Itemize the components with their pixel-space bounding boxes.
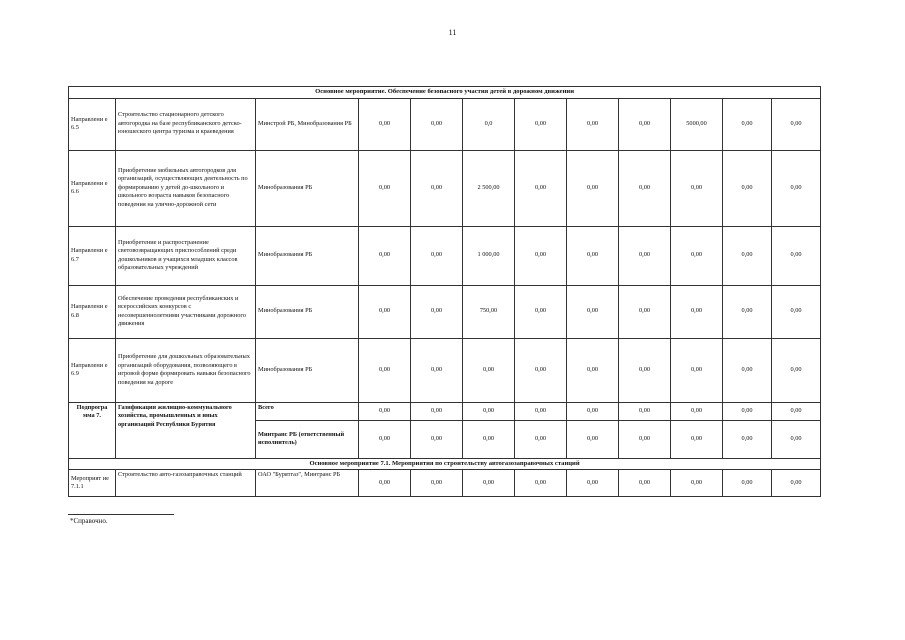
value-cell: 0,00: [671, 420, 723, 458]
value-cell: 0,00: [411, 98, 463, 150]
row-code: Направлени е 6.7: [69, 226, 116, 285]
value-cell: 0,00: [463, 338, 515, 402]
value-cell: 0,00: [619, 285, 671, 338]
value-cell: 750,00: [463, 285, 515, 338]
value-cell: 0,00: [619, 420, 671, 458]
value-cell: 0,00: [772, 226, 821, 285]
value-cell: 0,00: [723, 285, 772, 338]
page-number: 11: [448, 28, 457, 37]
table-row: [69, 470, 821, 497]
value-cell: 0,00: [463, 420, 515, 458]
value-cell: 0,00: [619, 226, 671, 285]
row-code: Мероприят ие 7.1.1: [69, 470, 116, 497]
responsible-executor: Минтранс РБ (ответственный исполнитель): [256, 420, 359, 458]
row-code: Направлени е 6.6: [69, 150, 116, 226]
value-cell: 0,00: [772, 338, 821, 402]
value-cell: 0,00: [772, 470, 821, 497]
table-row: [69, 226, 821, 285]
value-cell: 0,00: [772, 150, 821, 226]
value-cell: 2 500,00: [463, 150, 515, 226]
table-row: [69, 285, 821, 338]
value-cell: 0,00: [411, 226, 463, 285]
row-name: Приобретение и распространение световозвращающих приспособлений среди дошкольников и учащихся младших классов образовательных учреждений: [116, 226, 256, 285]
value-cell: 1 000,00: [463, 226, 515, 285]
footnote: *Справочно.: [70, 517, 108, 525]
value-cell: 0,00: [411, 420, 463, 458]
row-code: Направлени е 6.9: [69, 338, 116, 402]
value-cell: 0,00: [772, 420, 821, 458]
row-executor: ОАО "Бурятгаз", Минтранс РБ: [256, 470, 359, 497]
table-row: [69, 402, 821, 420]
value-cell: 0,00: [619, 402, 671, 420]
value-cell: 0,00: [359, 402, 411, 420]
value-cell: 0,00: [515, 285, 567, 338]
value-cell: 0,00: [723, 98, 772, 150]
section-header: Основное мероприятие. Обеспечение безопасного участия детей в дорожном движении: [69, 87, 821, 99]
value-cell: 0,00: [411, 338, 463, 402]
value-cell: 0,00: [411, 402, 463, 420]
value-cell: 0,00: [671, 150, 723, 226]
value-cell: 0,00: [359, 150, 411, 226]
row-executor: Минобразования РБ: [256, 285, 359, 338]
table-row: [69, 338, 821, 402]
value-cell: 0,00: [567, 420, 619, 458]
value-cell: 0,00: [411, 150, 463, 226]
value-cell: 0,00: [671, 402, 723, 420]
row-executor: Минобразования РБ: [256, 150, 359, 226]
value-cell: 0,00: [671, 285, 723, 338]
value-cell: 0,00: [359, 226, 411, 285]
value-cell: 0,00: [567, 338, 619, 402]
value-cell: 0,00: [463, 470, 515, 497]
row-executor: Минобразования РБ: [256, 338, 359, 402]
value-cell: 0,00: [515, 150, 567, 226]
value-cell: 0,00: [359, 338, 411, 402]
value-cell: 0,00: [772, 402, 821, 420]
table-row: [69, 150, 821, 226]
value-cell: 0,00: [515, 470, 567, 497]
value-cell: 0,00: [567, 98, 619, 150]
value-cell: 0,00: [567, 150, 619, 226]
value-cell: 0,00: [671, 470, 723, 497]
row-code: Направлени е 6.5: [69, 98, 116, 150]
row-name: Обеспечение проведения республиканских и всероссийских конкурсов с несовершеннолетними участниками дорожного движения: [116, 285, 256, 338]
value-cell: 0,00: [515, 420, 567, 458]
value-cell: 0,00: [723, 420, 772, 458]
value-cell: 5000,00: [671, 98, 723, 150]
value-cell: 0,00: [671, 226, 723, 285]
value-cell: 0,00: [619, 98, 671, 150]
table-row: [69, 98, 821, 150]
value-cell: 0,00: [619, 338, 671, 402]
value-cell: 0,00: [772, 98, 821, 150]
value-cell: 0,00: [359, 420, 411, 458]
value-cell: 0,00: [619, 150, 671, 226]
row-name: Приобретение мобильных автогородков для организаций, осуществляющих деятельность по формированию у детей до-школьного и школьного возраста навыков безопасного поведения на улично-дорожной сети: [116, 150, 256, 226]
value-cell: 0,00: [515, 402, 567, 420]
row-executor: Минобразования РБ: [256, 226, 359, 285]
row-name: Приобретение для дошкольных образовательных организаций оборудования, позволяющего в игровой форме формировать навыки безопасного поведения на дороге: [116, 338, 256, 402]
value-cell: 0,00: [723, 150, 772, 226]
value-cell: 0,00: [515, 338, 567, 402]
value-cell: 0,00: [567, 402, 619, 420]
row-name: Строительство стационарного детского автогородка на базе республиканского детско-юношеского центра туризма и краеведения: [116, 98, 256, 150]
value-cell: 0,00: [567, 285, 619, 338]
value-cell: 0,00: [567, 226, 619, 285]
subprogram-name: Газификация жилищно-коммунального хозяйства, промышленных и иных организаций Республики Бурятия: [116, 402, 256, 458]
value-cell: 0,00: [619, 470, 671, 497]
footnote-divider: [68, 514, 174, 515]
value-cell: 0,00: [723, 470, 772, 497]
value-cell: 0,00: [411, 470, 463, 497]
value-cell: 0,00: [671, 338, 723, 402]
row-name: Строительство авто-газозаправочных станций: [116, 470, 256, 497]
budget-table: [68, 86, 821, 497]
row-executor: Минстрой РБ, Минобразования РБ: [256, 98, 359, 150]
value-cell: 0,00: [359, 285, 411, 338]
value-cell: 0,00: [515, 226, 567, 285]
section-header: Основное мероприятие 7.1. Мероприятия по строительству автогазозаправочных станций: [69, 458, 821, 470]
value-cell: 0,00: [772, 285, 821, 338]
value-cell: 0,00: [359, 470, 411, 497]
value-cell: 0,00: [463, 402, 515, 420]
value-cell: 0,00: [723, 338, 772, 402]
value-cell: 0,00: [411, 285, 463, 338]
value-cell: 0,00: [515, 98, 567, 150]
total-label: Всего: [256, 402, 359, 420]
value-cell: 0,0: [463, 98, 515, 150]
row-code: Направлени е 6.8: [69, 285, 116, 338]
value-cell: 0,00: [359, 98, 411, 150]
value-cell: 0,00: [723, 226, 772, 285]
subprogram-code: Подпрогра мма 7.: [69, 402, 116, 458]
value-cell: 0,00: [723, 402, 772, 420]
value-cell: 0,00: [567, 470, 619, 497]
